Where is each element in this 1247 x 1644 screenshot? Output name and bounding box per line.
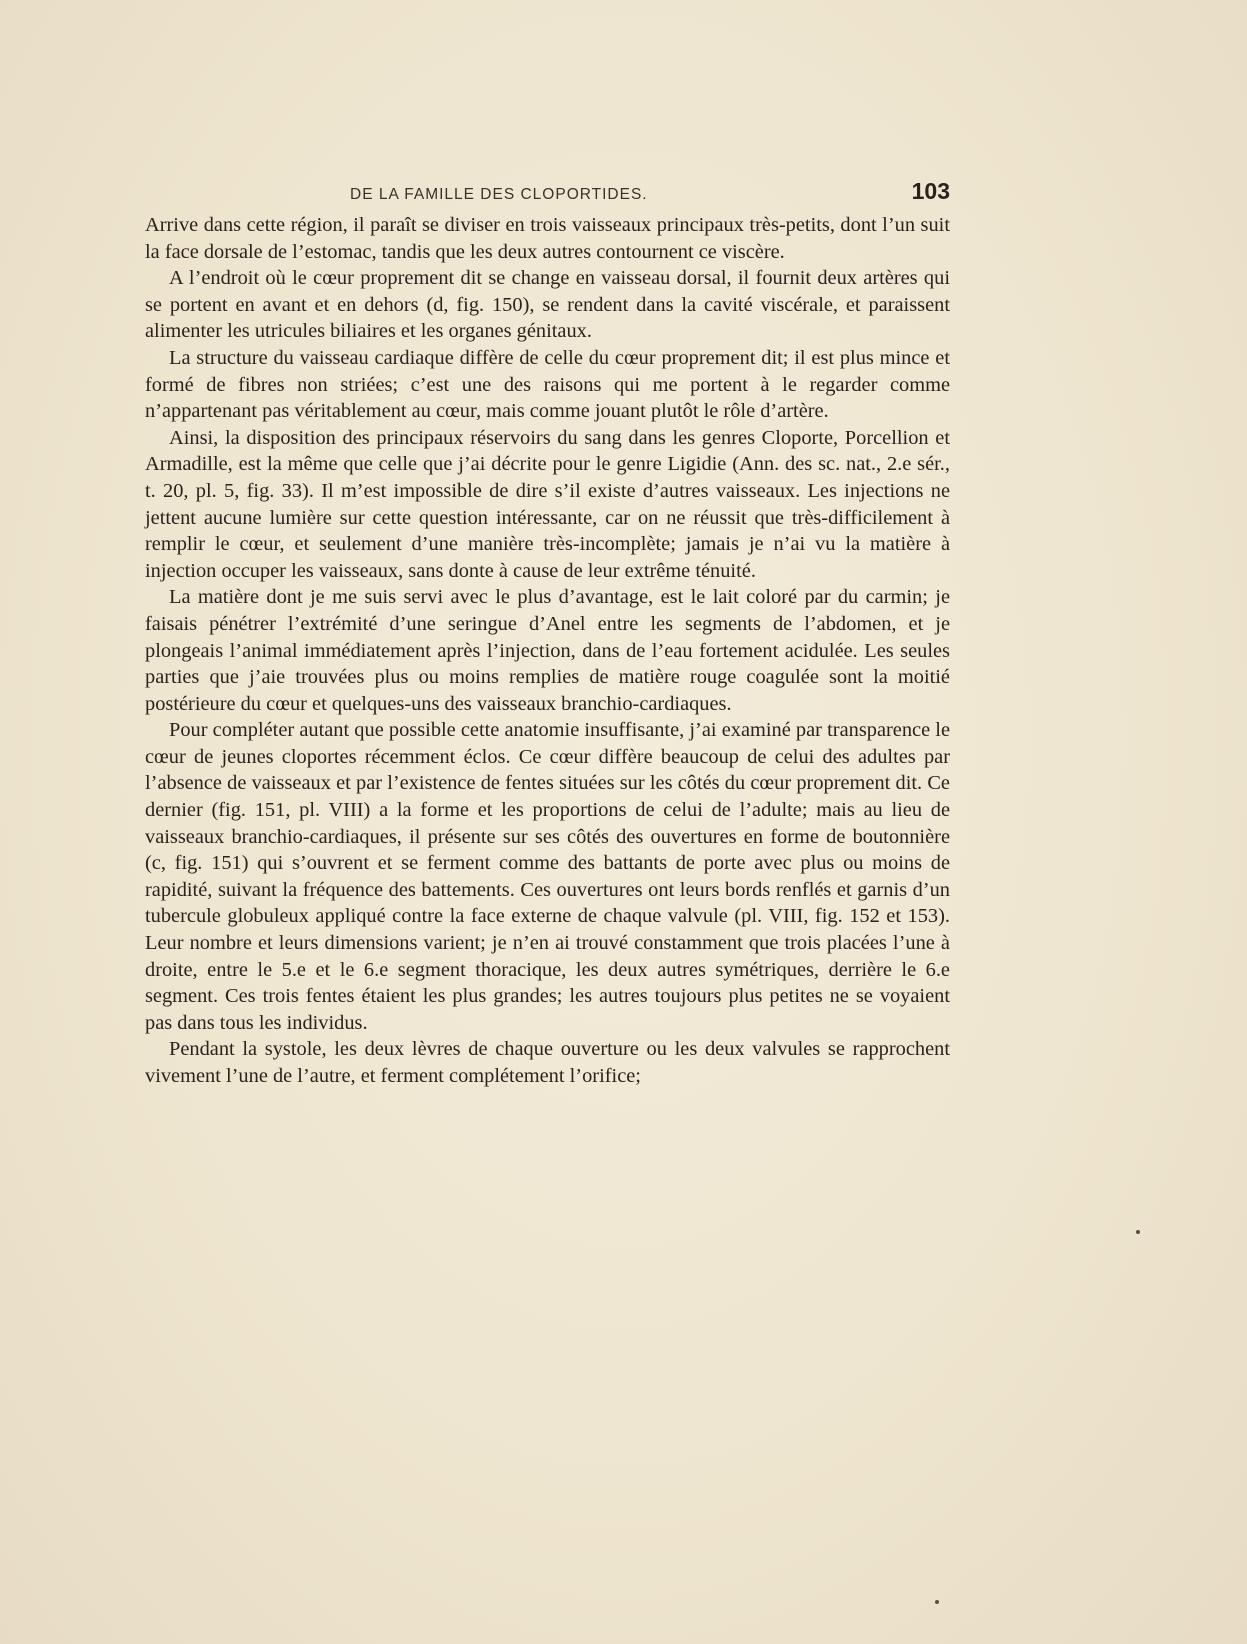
paragraph: Pendant la systole, les deux lèvres de chaque ouverture ou les deux valvules se rapprochent vivement l’une de l’autre, et ferment complétement l’orifice; — [145, 1038, 950, 1087]
paragraph: La structure du vaisseau cardiaque diffère de celle du cœur proprement dit; il est plus mince et formé de fibres non striées; c’est une des raisons qui me portent à le regarder comme n’appartenant pas véritablement au cœur, mais comme jouant plutôt le rôle d’artère. — [145, 346, 950, 423]
page-header — [145, 178, 950, 208]
paragraph: Pour compléter autant que possible cette anatomie insuffisante, j’ai examiné par transparence le cœur de jeunes cloportes récemment éclos. Ce cœur diffère beaucoup de celui des adultes par l’absence de vaisseaux et par l’existence de fentes situées sur les côtés du cœur proprement dit. Ce dernier (fig. 151, pl. VIII) a la forme et les proportions de celui de l’adulte; mais au lieu de vaisseaux branchio-cardiaques, il présente sur ses côtés des ouvertures en forme de boutonnière (c, fig. 151) qui s’ouvrent et se ferment comme des battants de porte avec plus ou moins de rapidité, suivant la fréquence des battements. Ces ouvertures ont leurs bords renflés et garnis d’un tubercule globuleux appliqué contre la face externe de chaque valvule (pl. VIII, fig. 152 et 153). Leur nombre et leurs dimensions varient; je n’en ai trouvé constamment que trois placées l’une à droite, entre le 5.e et le 6.e segment thoracique, les deux autres symétriques, derrière le 6.e segment. Ces trois fentes étaient les plus grandes; les autres toujours plus petites ne se voyaient pas dans tous les individus. — [145, 719, 950, 1034]
paragraph: La matière dont je me suis servi avec le plus d’avantage, est le lait coloré par du carmin; je faisais pénétrer l’extrémité d’une seringue d’Anel entre les segments de l’abdomen, et je plongeais l’animal immédiatement après l’injection, dans de l’eau fortement acidulée. Les seules parties que j’aie trouvées plus ou moins remplies de matière rouge coagulée sont la moitié postérieure du cœur et quelques-uns des vaisseaux branchio-cardiaques. — [145, 586, 950, 715]
paragraph: Ainsi, la disposition des principaux réservoirs du sang dans les genres Cloporte, Porcellion et Armadille, est la même que celle que j’ai décrite pour le genre Ligidie (Ann. des sc. nat., 2.e sér., t. 20, pl. 5, fig. 33). Il m’est impossible de dire s’il existe d’autres vaisseaux. Les injections ne jettent aucune lumière sur cette question intéressante, car on ne réussit que très-difficilement à remplir le cœur, et seulement d’une manière très-incomplète; jamais je n’ai vu la matière à injection occuper les vaisseaux, sans donte à cause de leur extrême ténuité. — [145, 426, 950, 582]
paper-speck — [1136, 1230, 1140, 1234]
paper-speck — [935, 1600, 939, 1604]
page-number: 103 — [911, 178, 950, 204]
running-head: DE LA FAMILLE DES CLOPORTIDES. — [350, 186, 648, 203]
paragraph: A l’endroit où le cœur proprement dit se change en vaisseau dorsal, il fournit deux artères qui se portent en avant et en dehors (d, fig. 150), se rendent dans la cavité viscérale, et paraissent alimenter les utricules biliaires et les organes génitaux. — [145, 267, 950, 343]
paragraph: Arrive dans cette région, il paraît se diviser en trois vaisseaux principaux très-petits, dont l’un suit la face dorsale de l’estomac, tandis que les deux autres contournent ce viscère. — [145, 214, 950, 263]
body-text — [145, 212, 950, 1090]
